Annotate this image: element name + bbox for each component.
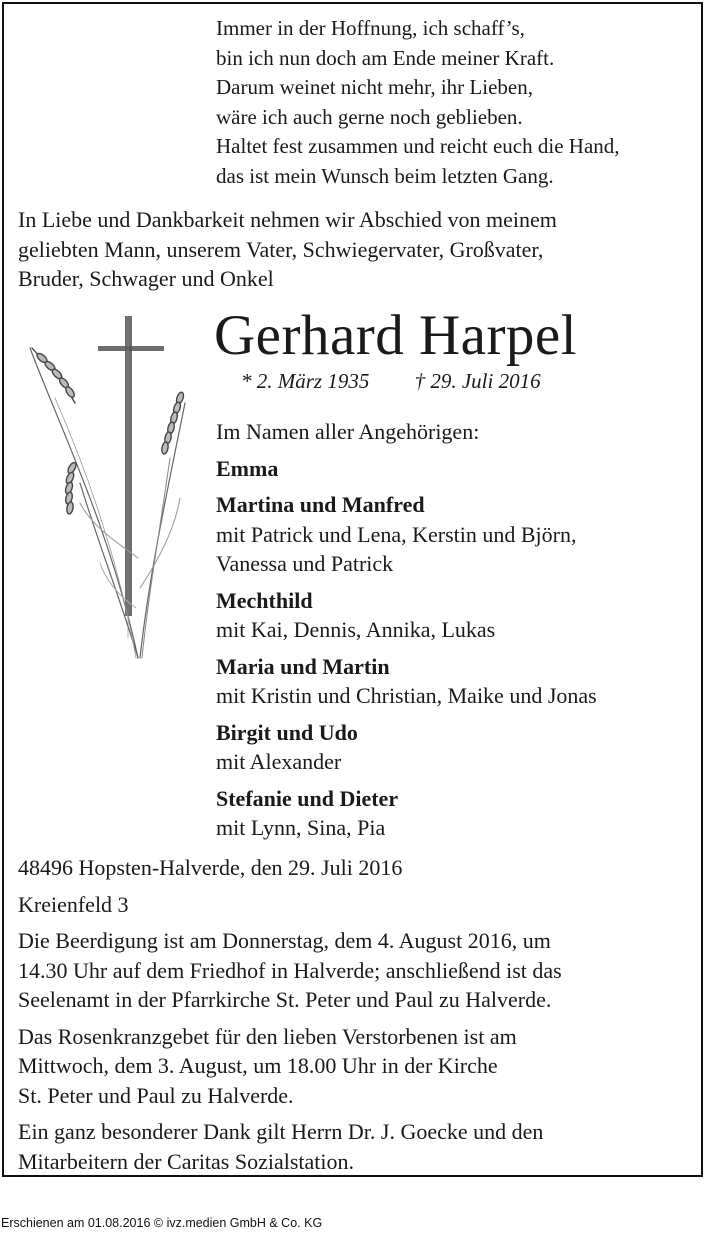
poem-line: Immer in der Hoffnung, ich schaff’s, [216, 16, 525, 40]
intro-text [18, 205, 698, 294]
funeral-line: Seelenamt in der Pfarrkirche St. Peter und Paul zu Halverde. [18, 987, 552, 1012]
closing-section [18, 853, 698, 1183]
address: Kreienfeld 3 [18, 891, 129, 917]
family-group-line: Vanessa und Patrick [216, 551, 394, 576]
poem-line: das ist mein Wunsch beim letzten Gang. [216, 163, 554, 188]
cross-with-wheat-icon [20, 308, 195, 663]
intro-line: geliebten Mann, unserem Vater, Schwiegervater, Großvater, [18, 236, 544, 262]
rosary-line: Das Rosenkranzgebet für den lieben Verstorbenen ist am [18, 1023, 517, 1049]
rosary-notice [18, 1022, 698, 1111]
family-group [216, 718, 696, 777]
life-dates [241, 369, 541, 394]
family-group [216, 586, 696, 645]
funeral-notice [18, 926, 698, 1015]
thanks-line: Ein ganz besonderer Dank gilt Herrn Dr. J. Goecke und den [18, 1119, 544, 1144]
poem-line: bin ich nun doch am Ende meiner Kraft. [216, 45, 555, 70]
death-date: † 29. Juli 2016 [414, 369, 541, 393]
poem-line: wäre ich auch gerne noch geblieben. [216, 104, 523, 129]
family-group-head: Birgit und Udo [216, 719, 358, 745]
family-group-line: mit Kristin und Christian, Maike und Jonas [216, 683, 597, 708]
family-group [216, 784, 696, 843]
family-lead: Im Namen aller Angehörigen: [216, 419, 480, 444]
family-group [216, 490, 696, 579]
family-group-head: Emma [216, 455, 279, 481]
rosary-line: St. Peter und Paul zu Halverde. [18, 1082, 294, 1108]
intro-line: In Liebe und Dankbarkeit nehmen wir Abschied von meinem [18, 207, 557, 232]
birth-date: * 2. März 1935 [241, 369, 370, 393]
intro-line: Bruder, Schwager und Onkel [18, 266, 274, 291]
family-list [216, 417, 696, 850]
funeral-line: Die Beerdigung ist am Donnerstag, dem 4. August 2016, um [18, 928, 551, 953]
poem [216, 14, 620, 191]
family-group-head: Stefanie und Dieter [216, 785, 399, 811]
funeral-line: 14.30 Uhr auf dem Friedhof in Halverde; anschließend ist das [18, 957, 562, 983]
place-date: 48496 Hopsten-Halverde, den 29. Juli 2016 [18, 855, 403, 880]
family-group-line: mit Kai, Dennis, Annika, Lukas [216, 617, 496, 642]
deceased-name: Gerhard Harpel [214, 304, 578, 367]
family-group-head: Maria und Martin [216, 653, 390, 679]
family-group-head: Martina und Manfred [216, 492, 425, 517]
family-group-line: mit Lynn, Sina, Pia [216, 815, 386, 840]
publication-footer: Erschienen am 01.08.2016 © ivz.medien GmbH & Co. KG [1, 1216, 323, 1230]
thanks-notice [18, 1117, 698, 1176]
family-group [216, 652, 696, 711]
thanks-line: Mitarbeitern der Caritas Sozialstation. [18, 1148, 355, 1174]
poem-line: Darum weinet nicht mehr, ihr Lieben, [216, 75, 533, 99]
family-group-line: mit Patrick und Lena, Kerstin und Björn, [216, 521, 577, 547]
poem-line: Haltet fest zusammen und reicht euch die Hand, [216, 134, 620, 158]
family-group [216, 454, 696, 484]
family-group-line: mit Alexander [216, 749, 342, 774]
family-group-head: Mechthild [216, 587, 313, 613]
rosary-line: Mittwoch, dem 3. August, um 18.00 Uhr in der Kirche [18, 1053, 498, 1078]
